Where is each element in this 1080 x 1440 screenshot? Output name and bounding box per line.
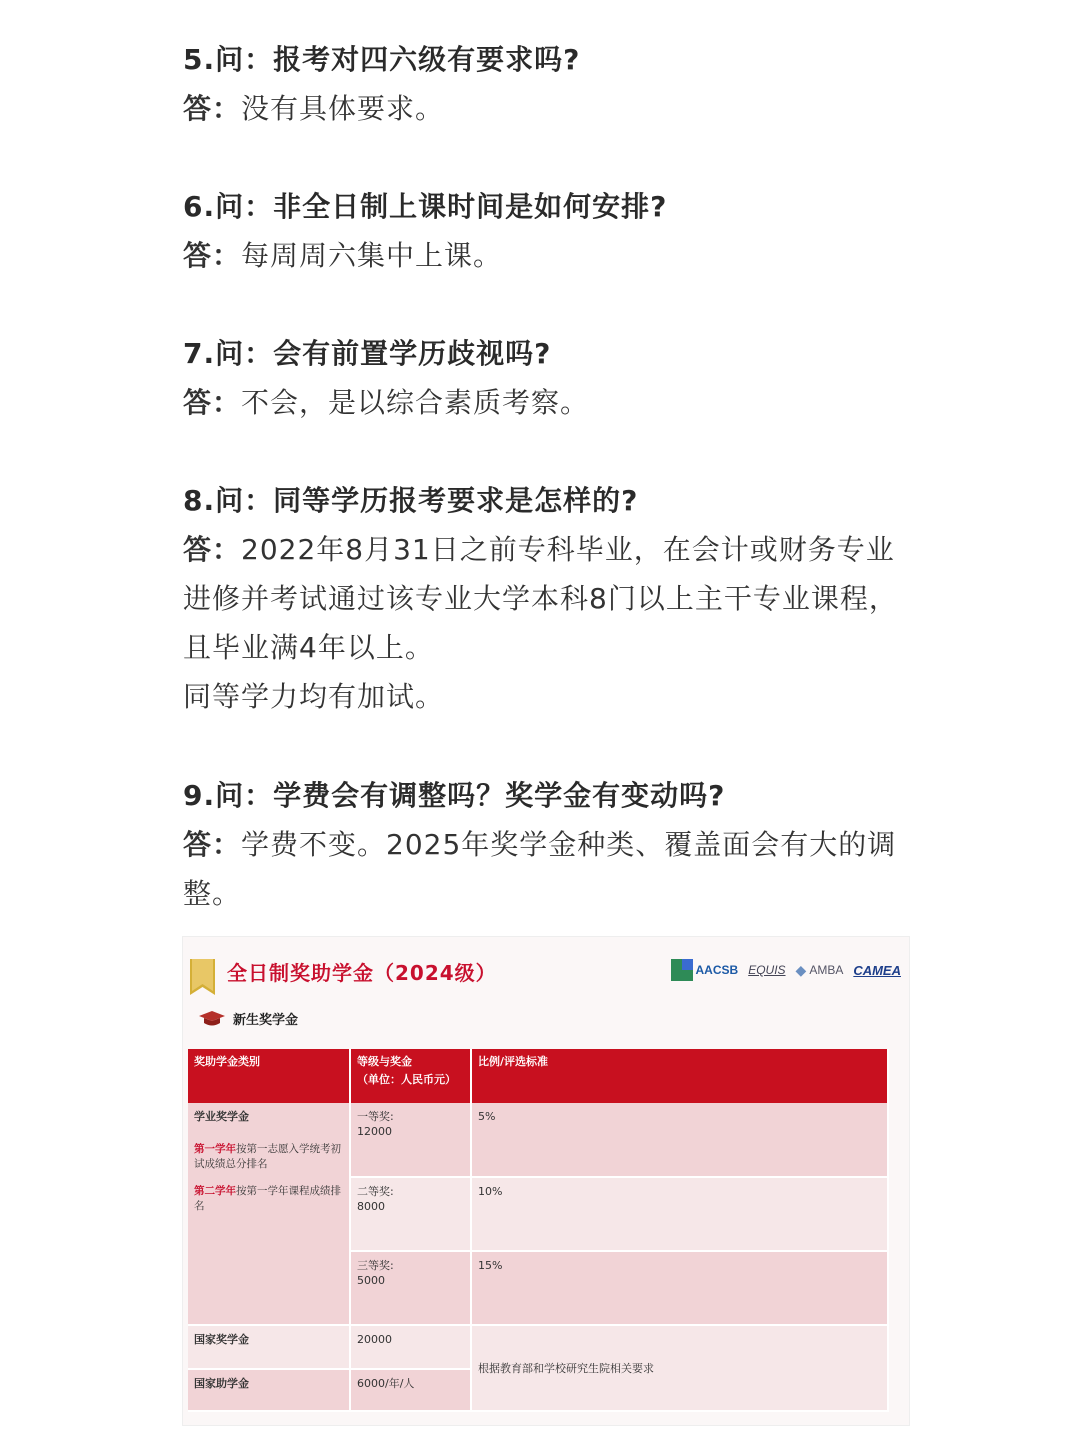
qa-item-8 bbox=[183, 477, 913, 721]
answer-label: 答： bbox=[183, 239, 242, 272]
accreditation-logos bbox=[671, 953, 901, 987]
camea-logo: CAMEA bbox=[853, 962, 901, 978]
header-category: 奖助学金类别 bbox=[188, 1049, 350, 1103]
qa-item-9 bbox=[183, 772, 913, 918]
question: 9.问：学费会有调整吗？奖学金有变动吗? bbox=[183, 779, 726, 812]
amount-cell: 6000/年/人 bbox=[350, 1369, 471, 1411]
table-row bbox=[188, 1103, 888, 1177]
table-header-row bbox=[188, 1049, 888, 1103]
equis-logo: EQUIS bbox=[748, 963, 786, 977]
amount-cell: 20000 bbox=[350, 1325, 471, 1369]
slide-title: 全日制奖助学金（2024级） bbox=[227, 961, 497, 985]
question: 7.问：会有前置学历歧视吗? bbox=[183, 337, 552, 370]
ratio-cell: 15% bbox=[471, 1251, 888, 1325]
answer bbox=[183, 525, 913, 672]
graduation-cap-icon bbox=[199, 1011, 225, 1027]
ratio-cell: 5% bbox=[471, 1103, 888, 1177]
question: 6.问：非全日制上课时间是如何安排? bbox=[183, 190, 668, 223]
scholarship-table bbox=[188, 1049, 889, 1412]
qa-item-5 bbox=[183, 36, 913, 133]
tier-cell: 一等奖: 12000 bbox=[350, 1103, 471, 1177]
tier-cell: 二等奖: 8000 bbox=[350, 1177, 471, 1251]
scholarship-slide bbox=[182, 936, 910, 1426]
header-criteria: 比例/评选标准 bbox=[471, 1049, 888, 1103]
answer-text: 不会，是以综合素质考察。 bbox=[241, 386, 590, 419]
academic-scholarship-cell: 学业奖学金 第一学年按第一志愿入学统考初试成绩总分排名 第二学年按第一学年课程成绩排名 bbox=[188, 1103, 350, 1325]
tier-cell: 三等奖: 5000 bbox=[350, 1251, 471, 1325]
answer bbox=[183, 231, 913, 280]
category-cell: 国家助学金 bbox=[188, 1369, 350, 1411]
answer-text: 每周周六集中上课。 bbox=[241, 239, 503, 272]
answer bbox=[183, 378, 913, 427]
amba-logo: ◆ AMBA bbox=[795, 961, 844, 978]
qa-item-6 bbox=[183, 183, 913, 280]
table-row bbox=[188, 1325, 888, 1369]
answer-text: 没有具体要求。 bbox=[241, 92, 445, 125]
answer-text: 学费不变。2025年奖学金种类、覆盖面会有大的调整。 bbox=[183, 828, 897, 910]
answer-text: 2022年8月31日之前专科毕业，在会计或财务专业进修并考试通过该专业大学本科8门以上主干专业课程，且毕业满4年以上。 bbox=[183, 533, 898, 664]
answer bbox=[183, 820, 913, 918]
qa-item-7 bbox=[183, 330, 913, 427]
bookmark-icon bbox=[190, 959, 215, 995]
category-cell: 国家奖学金 bbox=[188, 1325, 350, 1369]
section-heading-text: 新生奖学金 bbox=[233, 1013, 299, 1028]
criteria-cell: 根据教育部和学校研究生院相关要求 bbox=[471, 1325, 888, 1411]
answer bbox=[183, 84, 913, 133]
header-level: 等级与奖金 （单位：人民币元） bbox=[350, 1049, 471, 1103]
question: 8.问：同等学历报考要求是怎样的? bbox=[183, 484, 639, 517]
answer-label: 答： bbox=[183, 92, 242, 125]
answer-label: 答： bbox=[183, 533, 242, 566]
ratio-cell: 10% bbox=[471, 1177, 888, 1251]
answer-label: 答： bbox=[183, 386, 242, 419]
answer-extra: 同等学力均有加试。 bbox=[183, 680, 445, 713]
question: 5.问：报考对四六级有要求吗? bbox=[183, 43, 581, 76]
section-heading bbox=[199, 1009, 298, 1028]
answer-label: 答： bbox=[183, 828, 242, 861]
aacsb-logo: AACSB bbox=[671, 959, 739, 981]
